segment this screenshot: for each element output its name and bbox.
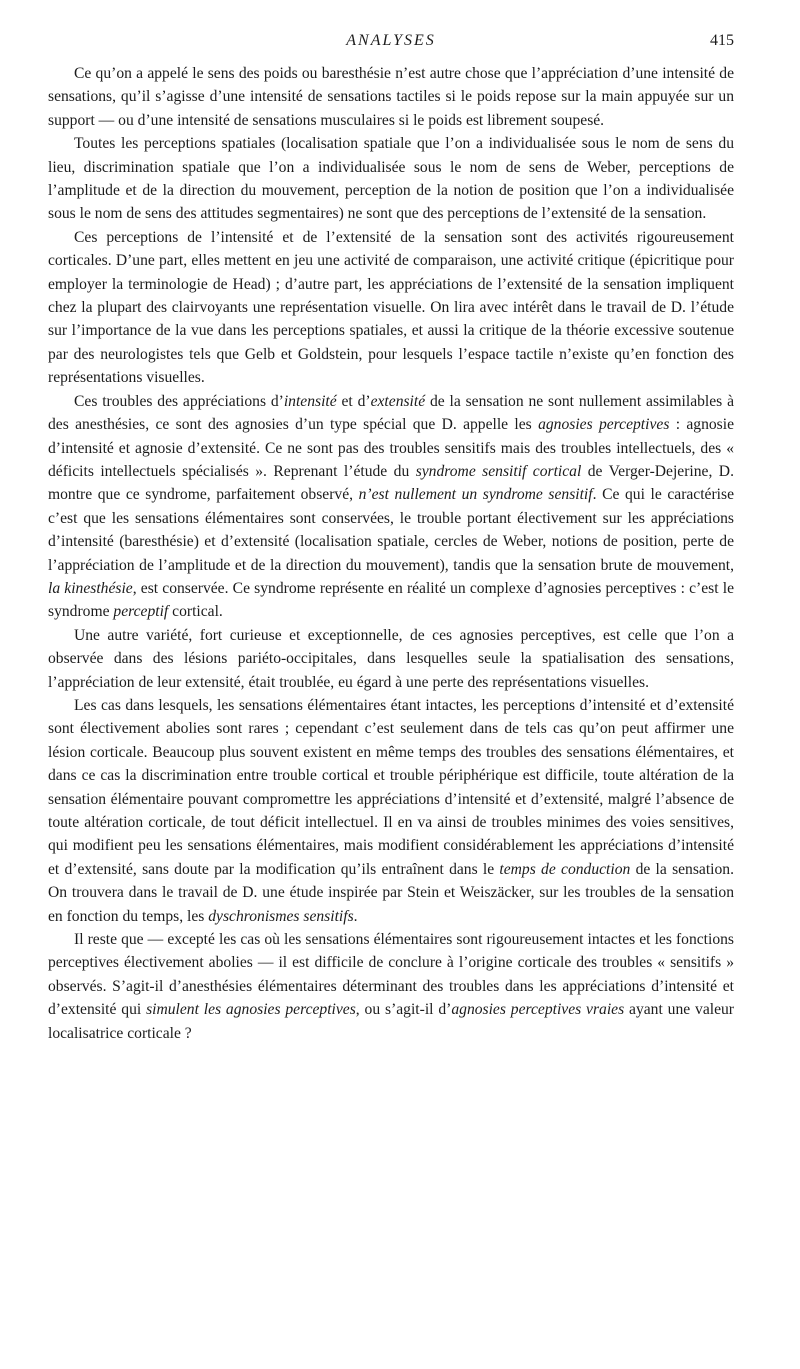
italic-text-segment: agnosies perceptives vraies <box>451 1001 625 1019</box>
paragraph <box>48 132 734 226</box>
text-segment: ayant une valeur localisatrice corticale ? <box>48 1001 734 1042</box>
text-segment: Ces troubles des appréciations d’ <box>74 392 284 410</box>
text-segment: cortical. <box>168 603 223 621</box>
italic-text-segment: intensité <box>283 392 337 410</box>
italic-text-segment: syndrome sensitif cortical <box>415 462 582 480</box>
text-segment: . Ce qui le caractérise c’est que les sensations élémentaires sont conservées, le trouble portant électivement sur les appréciations d’intensité (baresthésie) et d’extensité (localisation spatiale, cercles de Weber, notions de position, perte de l’appréciation de l’amplitude et de la direction du mouvement), tandis que la sensation brute de mouvement, <box>48 486 734 574</box>
paragraph <box>48 624 734 694</box>
text-segment: . <box>353 907 358 925</box>
paragraph <box>48 928 734 1045</box>
text-segment: Une autre variété, fort curieuse et exceptionnelle, de ces agnosies perceptives, est celle que l’on a observée dans des lésions pariéto-occipitales, dans lesquelles seule la spatialisation des sensations, l’appréciation de leur extensité, était troublée, eu égard à une perte des représentations visuelles. <box>48 626 734 691</box>
book-page <box>48 30 734 1045</box>
text-segment: , ou s’agit-il d’ <box>355 1001 452 1019</box>
page-header <box>48 30 734 56</box>
text-segment: , est conservée. Ce syndrome représente en réalité un complexe d’agnosies perceptives : c’est le syndrome <box>48 579 734 621</box>
text-segment: de la sensation. On trouvera dans le travail de D. une étude inspirée par Stein et Weiszäcker, sur les troubles de la sensation en fonction du temps, les <box>48 860 734 925</box>
paragraph <box>48 694 734 928</box>
running-title: ANALYSES <box>346 32 436 49</box>
page-number: 415 <box>710 32 734 49</box>
italic-text-segment: temps de conduction <box>499 860 631 878</box>
italic-text-segment: perceptif <box>113 603 169 621</box>
paragraph <box>48 62 734 132</box>
italic-text-segment: extensité <box>370 392 426 410</box>
text-segment: et d’ <box>336 392 371 410</box>
italic-text-segment: agnosies perceptives <box>538 416 670 434</box>
body-text <box>48 62 734 1045</box>
text-segment: Toutes les perceptions spatiales (localisation spatiale que l’on a individualisée sous le nom de sens du lieu, discrimination spatiale que l’on a individualisée sous le nom de sens de Weber, perceptions de l’amplitude et de la direction du mouvement, perception de la notion de position que l’on a individualisée sous le nom de sens des attitudes segmentaires) ne sont que des perceptions de l’extensité de la sensation. <box>48 135 734 223</box>
text-segment: Ces perceptions de l’intensité et de l’extensité de la sensation sont des activités rigoureusement corticales. D’une part, elles mettent en jeu une activité de comparaison, une activité critique (épicritique pour employer la terminologie de Head) ; d’autre part, les appréciations de l’extensité de la sensation impliquent chez la plupart des clairvoyants une représentation visuelle. On lira avec intérêt dans le travail de D. l’étude sur l’importance de la vue dans les perceptions spatiales, et aussi la critique de la théorie excessive soutenue par des neurologistes tels que Gelb et Goldstein, pour lesquels l’espace tactile n’existe qu’en fonction des représentations visuelles. <box>48 228 734 387</box>
text-segment: de la sensation ne sont nullement assimilables à des anesthésies, ce sont des agnosies d’un type spécial que D. appelle les <box>48 392 734 434</box>
text-segment: : agnosie d’intensité et agnosie d’extensité. Ce ne sont pas des troubles sensitifs mais des troubles intellectuels, des « déficits intellectuels spécialisés ». Reprenant l’étude du <box>48 416 734 480</box>
italic-text-segment: la kinesthésie <box>48 579 133 597</box>
italic-text-segment: dyschronismes sensitifs <box>208 907 354 925</box>
text-segment: Les cas dans lesquels, les sensations élémentaires étant intactes, les perceptions d’intensité et d’extensité sont électivement abolies sont rares ; cependant c’est seulement dans de tels cas qu’on peut affirmer une lésion corticale. Beaucoup plus souvent existent en même temps des troubles des sensations élémentaires, et dans ce cas la discrimination entre trouble cortical et trouble périphérique est difficile, toute altération de la sensation élémentaire pouvant compromettre les appréciations d’intensité et d’extensité, malgré l’absence de toute altération corticale, de tout déficit intellectuel. Il en va ainsi de troubles minimes des voies sensitives, qui modifient peu les sensations élémentaires, mais modifient considérablement les appréciations d’intensité et d’extensité, sans doute par la modification qu’ils entraînent dans le <box>48 696 734 878</box>
italic-text-segment: simulent les agnosies perceptives <box>146 1001 356 1019</box>
paragraph <box>48 226 734 390</box>
text-segment: Ce qu’on a appelé le sens des poids ou baresthésie n’est autre chose que l’appréciation d’une intensité de sensations, qu’il s’agisse d’une intensité de sensations tactiles si le poids repose sur la main appuyée sur un support — ou d’une intensité de sensations musculaires si le poids est librement soupesé. <box>48 65 734 129</box>
text-segment: Il reste que — excepté les cas où les sensations élémentaires sont rigoureusement intactes et les fonctions perceptives électivement abolies — il est difficile de conclure à l’origine corticale des troubles « sensitifs » observés. S’agit-il d’anesthésies élémentaires déterminant des troubles dans les appréciations d’intensité et d’extensité qui <box>48 931 734 1019</box>
paragraph <box>48 390 734 624</box>
italic-text-segment: n’est nullement un syndrome sensitif <box>358 486 593 504</box>
text-segment: de Verger-Dejerine, D. montre que ce syndrome, parfaitement observé, <box>48 462 734 504</box>
